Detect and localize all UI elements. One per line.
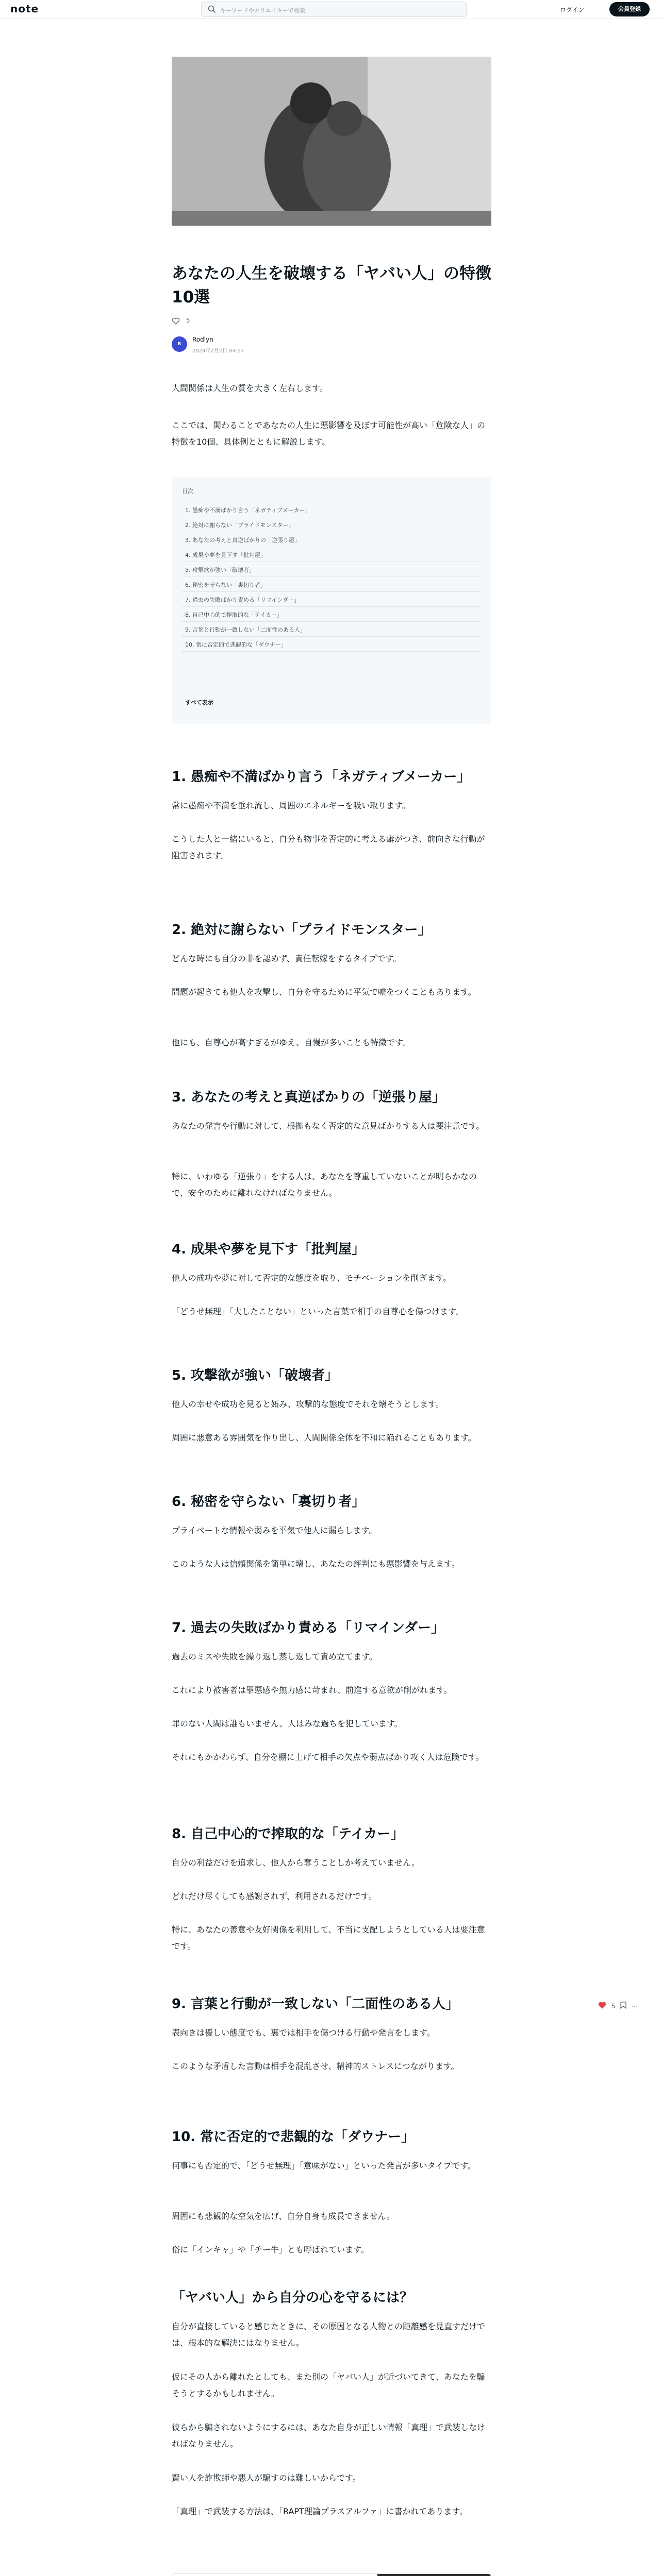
article-title: あなたの人生を破壊する「ヤバい人」の特徴10選 xyxy=(172,264,491,307)
section-paragraph: プライベートな情報や弱みを平気で他人に漏らします。 xyxy=(172,1526,377,1535)
section-paragraph: 何事にも否定的で、「どうせ無理」「意味がない」といった発言が多いタイプです。 xyxy=(172,2161,476,2171)
toc-label: 目次 xyxy=(182,488,193,495)
section-heading: 7. 過去の失敗ばかり責める「リマインダー」 xyxy=(172,1620,444,1636)
section-heading: 1. 愚痴や不満ばかり言う「ネガティブメーカー」 xyxy=(172,769,471,785)
note-logo[interactable]: note xyxy=(10,3,39,15)
section-paragraph: こうした人と一緒にいると、自分も物事を否定的に考える癖がつき、前向きな行動が阻害されます。 xyxy=(172,834,485,860)
bookmark-icon[interactable] xyxy=(620,2002,626,2010)
link-card-thumbnail xyxy=(377,2574,491,2576)
section-paragraph: 賢い人を詐欺師や悪人が騙すのは難しいからです。 xyxy=(172,2473,361,2483)
search-box[interactable] xyxy=(201,2,467,17)
section-paragraph: 他人の幸せや成功を見ると妬み、攻撃的な態度でそれを壊そうとします。 xyxy=(172,1399,444,1409)
section-paragraph: これにより被害者は罪悪感や無力感に苛まれ、前進する意欲が削がれます。 xyxy=(172,1685,452,1695)
toc-item[interactable]: 2. 絶対に謝らない「プライドモンスター」 xyxy=(182,517,481,532)
toc-item[interactable]: 5. 攻撃欲が強い「破壊者」 xyxy=(182,562,481,577)
section-heading: 4. 成果や夢を見下す「批判屋」 xyxy=(172,1242,366,1257)
section-heading: 9. 言葉と行動が一致しない「二面性のある人」 xyxy=(172,1996,459,2012)
section-paragraph: 周囲にも悲観的な空気を広げ、自分自身も成長できません。 xyxy=(172,2211,395,2221)
table-of-contents xyxy=(172,477,491,724)
section-paragraph: 常に愚痴や不満を垂れ流し、周囲のエネルギーを吸い取ります。 xyxy=(172,801,410,810)
author-avatar[interactable]: R xyxy=(172,336,187,352)
section-paragraph: 他にも、自尊心が高すぎるがゆえ、自慢が多いことも特徴です。 xyxy=(172,1038,411,1047)
section-paragraph: このような矛盾した言動は相手を混乱させ、精神的ストレスにつながります。 xyxy=(172,2061,459,2071)
section-heading: 3. あなたの考えと真逆ばかりの「逆張り屋」 xyxy=(172,1090,446,1105)
toc-item[interactable]: 9. 言葉と行動が一致しない「二面性のある人」 xyxy=(182,622,481,637)
toc-item[interactable]: 10. 常に否定的で悲観的な「ダウナー」 xyxy=(182,637,481,652)
section-heading: 「ヤバい人」から自分の心を守るには？ xyxy=(172,2290,413,2306)
more-icon[interactable]: ⋯ xyxy=(632,2002,638,2010)
heart-icon[interactable] xyxy=(598,2002,606,2010)
section-paragraph: 他人の成功や夢に対して否定的な態度を取り、モチベーションを削ぎます。 xyxy=(172,1273,452,1283)
section-heading: 6. 秘密を守らない「裏切り者」 xyxy=(172,1494,366,1510)
section-paragraph: 「真理」で武装する方法は、「RAPT理論プラスアルファ」に書かれてあります。 xyxy=(172,2506,468,2516)
publish-date: 2024年2月2日 04:57 xyxy=(192,348,244,354)
section-heading: 10. 常に否定的で悲観的な「ダウナー」 xyxy=(172,2129,415,2145)
section-paragraph: どれだけ尽くしても感謝されず、利用されるだけです。 xyxy=(172,1891,377,1901)
search-placeholder: キーワードやクリエイターで検索 xyxy=(220,7,305,14)
section-paragraph: あなたの発言や行動に対して、根拠もなく否定的な意見ばかりする人は要注意です。 xyxy=(172,1121,485,1131)
intro-paragraph-1: 人間関係は人生の質を大きく左右します。 xyxy=(172,383,328,393)
section-paragraph: 自分の利益だけを追求し、他人から奪うことしか考えていません。 xyxy=(172,1858,420,1868)
section-paragraph: 俗に「インキャ」や「チー牛」とも呼ばれています。 xyxy=(172,2245,369,2255)
hero-illustration xyxy=(172,57,491,226)
like-line xyxy=(172,317,190,325)
section-paragraph: 表向きは優しい態度でも、裏では相手を傷つける行動や発言をします。 xyxy=(172,2028,435,2038)
site-header xyxy=(0,0,662,19)
rail-like-count: 5 xyxy=(611,2002,616,2010)
author-name[interactable]: Rodlyn xyxy=(192,336,213,343)
section-paragraph: 彼らから騙されないようにするには、あなた自身が正しい情報「真理」で武装しなければなりません。 xyxy=(172,2422,486,2449)
toc-show-all-button[interactable]: すべて表示 xyxy=(185,699,213,706)
hero-image xyxy=(172,57,491,226)
section-paragraph: それにもかかわらず、自分を棚に上げて相手の欠点や弱点ばかり攻く人は危険です。 xyxy=(172,1752,484,1762)
link-card[interactable] xyxy=(172,2573,491,2576)
toc-item[interactable]: 6. 秘密を守らない「裏切り者」 xyxy=(182,577,481,592)
like-count: 5 xyxy=(186,317,190,324)
section-paragraph: 問題が起きても他人を攻撃し、自分を守るために平気で嘘をつくこともあります。 xyxy=(172,987,476,997)
section-paragraph: 自分が直接していると感じたときに、その原因となる人物との距離感を見直すだけでは、根本的な解決にはなりません。 xyxy=(172,2321,486,2348)
toc-item[interactable]: 7. 過去の失敗ばかり責める「リマインダー」 xyxy=(182,592,481,607)
toc-item[interactable]: 4. 成果や夢を見下す「批判屋」 xyxy=(182,547,481,562)
search-icon xyxy=(208,5,216,13)
section-paragraph: どんな時にも自分の非を認めず、責任転嫁をするタイプです。 xyxy=(172,954,402,963)
section-paragraph: 過去のミスや失敗を繰り返し蒸し返して責め立てます。 xyxy=(172,1652,377,1662)
section-paragraph: 「どうせ無理」「大したことない」といった言葉で相手の自尊心を傷つけます。 xyxy=(172,1307,464,1316)
section-paragraph: このような人は信頼関係を簡単に壊し、あなたの評判にも悪影響を与えます。 xyxy=(172,1559,460,1569)
section-heading: 8. 自己中心的で搾取的な「テイカー」 xyxy=(172,1826,404,1842)
toc-list xyxy=(182,502,481,652)
section-paragraph: 周囲に悪意ある雰囲気を作り出し、人間関係全体を不和に陥れることもあります。 xyxy=(172,1433,476,1443)
toc-item[interactable]: 3. あなたの考えと真逆ばかりの「逆張り屋」 xyxy=(182,532,481,547)
heart-icon[interactable] xyxy=(172,317,180,325)
toc-item[interactable]: 8. 自己中心的で搾取的な「テイカー」 xyxy=(182,607,481,622)
section-heading: 2. 絶対に謝らない「プライドモンスター」 xyxy=(172,922,432,938)
signup-button[interactable]: 会員登録 xyxy=(609,2,650,16)
login-link[interactable]: ログイン xyxy=(560,6,585,13)
floating-action-rail xyxy=(598,2002,641,2010)
section-paragraph: 特に、あなたの善意や友好関係を利用して、不当に支配しようとしている人は要注意です。 xyxy=(172,1925,485,1951)
toc-item[interactable]: 1. 愚痴や不満ばかり言う「ネガティブメーカー」 xyxy=(182,502,481,517)
section-paragraph: 罪のない人間は誰もいません。人はみな過ちを犯しています。 xyxy=(172,1719,403,1728)
section-paragraph: 仮にその人から離れたとしても、また別の「ヤバい人」が近づいてきて、あなたを騙そうとするかもしれません。 xyxy=(172,2372,485,2398)
section-paragraph: 特に、いわゆる「逆張り」をする人は、あなたを尊重していないことが明らかなので、安全のために離れなければなりません。 xyxy=(172,1172,477,1198)
section-heading: 5. 攻撃欲が強い「破壊者」 xyxy=(172,1368,339,1383)
intro-paragraph-2: ここでは、関わることであなたの人生に悪影響を及ぼす可能性が高い「危険な人」の特徴を10個、具体例とともに解説します。 xyxy=(172,420,486,447)
